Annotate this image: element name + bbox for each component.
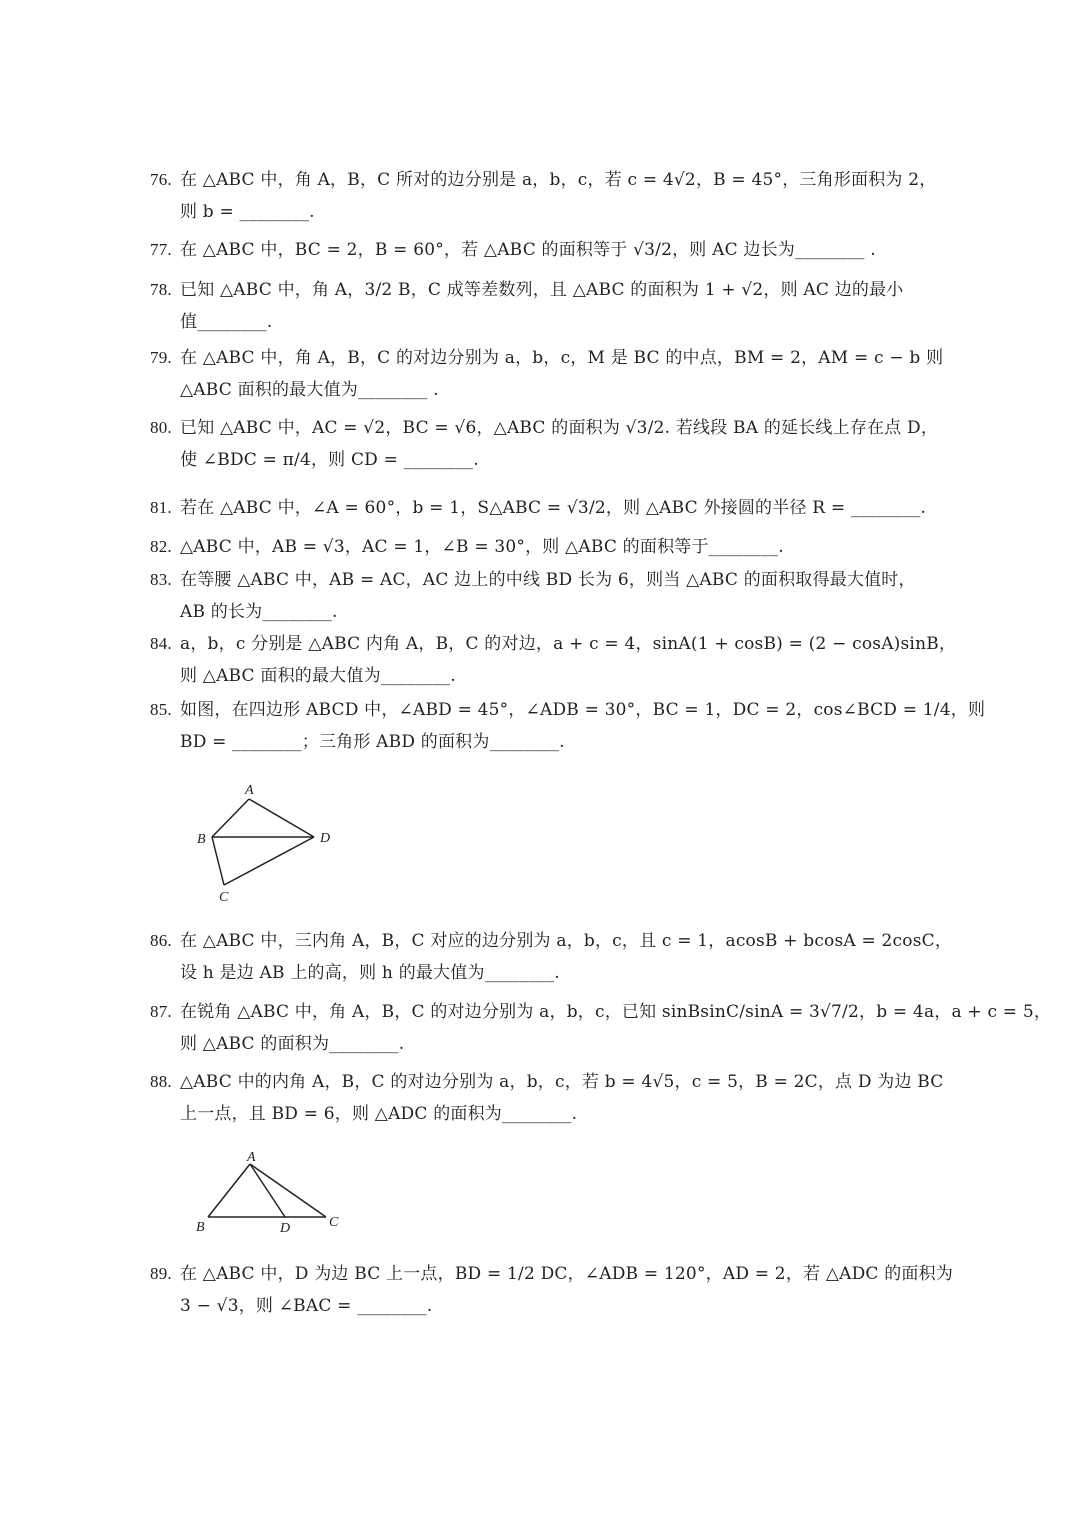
vertex-label-c: C — [329, 1215, 339, 1230]
question-text: AB 的长为________. — [180, 602, 338, 622]
question-text: 3 − √3，则 ∠BAC = ________. — [180, 1296, 433, 1316]
question-87 — [150, 996, 1052, 1060]
question-text: 在 △ABC 中，D 为边 BC 上一点，BD = 1/2 DC，∠ADB = 120°，AD = 2，若 △ADC 的面积为 — [180, 1264, 954, 1284]
question-text: 若在 △ABC 中，∠A = 60°，b = 1，S△ABC = √3/2，则 △ABC 外接圆的半径 R = ________. — [180, 498, 927, 518]
question-80 — [150, 412, 960, 476]
quadrilateral-diagram — [190, 775, 350, 910]
question-text: 在等腰 △ABC 中，AB = AC，AC 边上的中线 BD 长为 6，则当 △ABC 的面积取得最大值时， — [180, 570, 916, 590]
question-number: 83. — [150, 570, 172, 589]
question-text: △ABC 中，AB = √3，AC = 1，∠B = 30°，则 △ABC 的面积等于________. — [180, 537, 784, 557]
question-86 — [150, 925, 960, 989]
question-text: 如图，在四边形 ABCD 中，∠ABD = 45°，∠ADB = 30°，BC = 1，DC = 2，cos∠BCD = 1/4，则 — [180, 700, 986, 720]
question-79 — [150, 342, 960, 406]
question-83 — [150, 564, 960, 628]
question-text: 上一点，且 BD = 6，则 △ADC 的面积为________. — [180, 1104, 578, 1124]
question-81 — [150, 492, 960, 524]
segment-ab — [212, 799, 249, 837]
question-text: △ABC 面积的最大值为________ . — [180, 380, 439, 400]
question-82 — [150, 531, 960, 563]
question-number: 78. — [150, 280, 172, 299]
vertex-label-d: D — [280, 1221, 291, 1236]
question-text: 在锐角 △ABC 中，角 A，B，C 的对边分别为 a，b，c，已知 sinBsinC/sinA = 3√7/2，b = 4a，a + c = 5， — [180, 1002, 1052, 1022]
segment-bc — [212, 837, 224, 885]
question-number: 79. — [150, 348, 172, 367]
question-number: 76. — [150, 170, 172, 189]
question-88 — [150, 1066, 960, 1130]
vertex-label-b: B — [197, 832, 206, 847]
question-76 — [150, 164, 960, 228]
question-77 — [150, 234, 960, 266]
question-number: 86. — [150, 931, 172, 950]
question-number: 88. — [150, 1072, 172, 1091]
segment-ac — [250, 1164, 326, 1217]
vertex-label-b: B — [196, 1220, 205, 1235]
question-text: 则 △ABC 的面积为________. — [180, 1034, 405, 1054]
segment-cd — [224, 837, 314, 885]
question-text: △ABC 中的内角 A，B，C 的对边分别为 a，b，c，若 b = 4√5，c = 5，B = 2C，点 D 为边 BC — [180, 1072, 944, 1092]
question-text: 已知 △ABC 中，AC = √2，BC = √6，△ABC 的面积为 √3/2. 若线段 BA 的延长线上存在点 D， — [180, 418, 939, 438]
question-text: 在 △ABC 中，BC = 2，B = 60°，若 △ABC 的面积等于 √3/2，则 AC 边长为________ . — [180, 240, 876, 260]
triangle-diagram — [190, 1142, 350, 1242]
question-number: 82. — [150, 537, 172, 556]
question-number: 84. — [150, 634, 172, 653]
question-89 — [150, 1258, 960, 1322]
question-text: BD = ________；三角形 ABD 的面积为________. — [180, 732, 565, 752]
question-number: 89. — [150, 1264, 172, 1283]
vertex-label-d: D — [320, 831, 331, 846]
question-85 — [150, 694, 986, 758]
question-84 — [150, 628, 960, 692]
segment-ab — [208, 1164, 250, 1217]
quadrilateral-figure — [190, 775, 350, 914]
segment-ad — [250, 1164, 285, 1217]
question-text: 在 △ABC 中，三内角 A，B，C 对应的边分别为 a，b，c，且 c = 1，acosB + bcosA = 2cosC， — [180, 931, 953, 951]
question-text: 则 △ABC 面积的最大值为________. — [180, 666, 456, 686]
question-78 — [150, 274, 960, 338]
question-text: 在 △ABC 中，角 A，B，C 所对的边分别是 a，b，c，若 c = 4√2，B = 45°，三角形面积为 2， — [180, 170, 937, 190]
question-text: 已知 △ABC 中，角 A，3/2 B，C 成等差数列，且 △ABC 的面积为 1 + √2，则 AC 边的最小 — [180, 280, 904, 300]
question-text: 值________. — [180, 312, 273, 332]
question-text: a，b，c 分别是 △ABC 内角 A，B，C 的对边，a + c = 4，sinA(1 + cosB) = (2 − cosA)sinB， — [180, 634, 957, 654]
question-number: 85. — [150, 700, 172, 719]
question-text: 在 △ABC 中，角 A，B，C 的对边分别为 a，b，c，M 是 BC 的中点，BM = 2，AM = c − b 则 — [180, 348, 944, 368]
question-number: 77. — [150, 240, 172, 259]
question-number: 81. — [150, 498, 172, 517]
vertex-label-c: C — [219, 890, 229, 905]
question-number: 80. — [150, 418, 172, 437]
question-number: 87. — [150, 1002, 172, 1021]
vertex-label-a: A — [245, 783, 254, 798]
vertex-label-a: A — [247, 1150, 256, 1165]
question-text: 设 h 是边 AB 上的高，则 h 的最大值为________. — [180, 963, 560, 983]
question-text: 则 b = ________. — [180, 202, 315, 222]
question-text: 使 ∠BDC = π/4，则 CD = ________. — [180, 450, 479, 470]
segment-ad — [249, 799, 314, 837]
triangle-figure — [190, 1142, 350, 1246]
